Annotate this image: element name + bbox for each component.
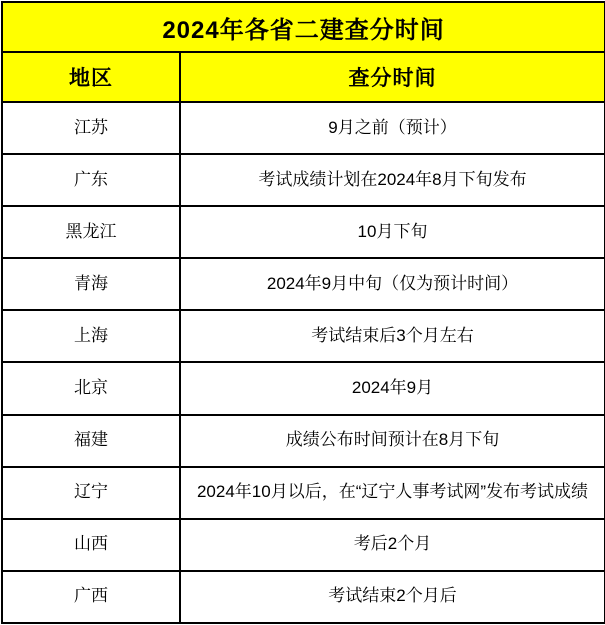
time-cell: 考试结束2个月后 bbox=[180, 571, 605, 623]
column-header-time: 查分时间 bbox=[180, 52, 605, 102]
column-header-row bbox=[2, 52, 605, 102]
table-row bbox=[2, 310, 605, 362]
region-cell: 上海 bbox=[2, 310, 180, 362]
column-header-region: 地区 bbox=[2, 52, 180, 102]
time-cell: 10月下旬 bbox=[180, 206, 605, 258]
table-row bbox=[2, 415, 605, 467]
region-cell: 广东 bbox=[2, 154, 180, 206]
score-table bbox=[1, 1, 605, 624]
region-cell: 福建 bbox=[2, 415, 180, 467]
time-cell: 考试结束后3个月左右 bbox=[180, 310, 605, 362]
table-row bbox=[2, 258, 605, 310]
time-cell: 成绩公布时间预计在8月下旬 bbox=[180, 415, 605, 467]
table-title-row bbox=[2, 2, 605, 52]
time-cell: 2024年10月以后，在“辽宁人事考试网”发布考试成绩 bbox=[180, 467, 605, 519]
region-cell: 江苏 bbox=[2, 102, 180, 154]
table-body bbox=[2, 102, 605, 623]
table-row bbox=[2, 154, 605, 206]
table-row bbox=[2, 102, 605, 154]
table-title: 2024年各省二建查分时间 bbox=[2, 2, 605, 52]
time-cell: 考后2个月 bbox=[180, 519, 605, 571]
region-cell: 辽宁 bbox=[2, 467, 180, 519]
table-row bbox=[2, 362, 605, 414]
region-cell: 青海 bbox=[2, 258, 180, 310]
time-cell: 考试成绩计划在2024年8月下旬发布 bbox=[180, 154, 605, 206]
table-row bbox=[2, 467, 605, 519]
time-cell: 9月之前（预计） bbox=[180, 102, 605, 154]
table-row bbox=[2, 571, 605, 623]
region-cell: 北京 bbox=[2, 362, 180, 414]
region-cell: 广西 bbox=[2, 571, 180, 623]
region-cell: 山西 bbox=[2, 519, 180, 571]
time-cell: 2024年9月中旬（仅为预计时间） bbox=[180, 258, 605, 310]
table-row bbox=[2, 519, 605, 571]
region-cell: 黑龙江 bbox=[2, 206, 180, 258]
table-row bbox=[2, 206, 605, 258]
time-cell: 2024年9月 bbox=[180, 362, 605, 414]
